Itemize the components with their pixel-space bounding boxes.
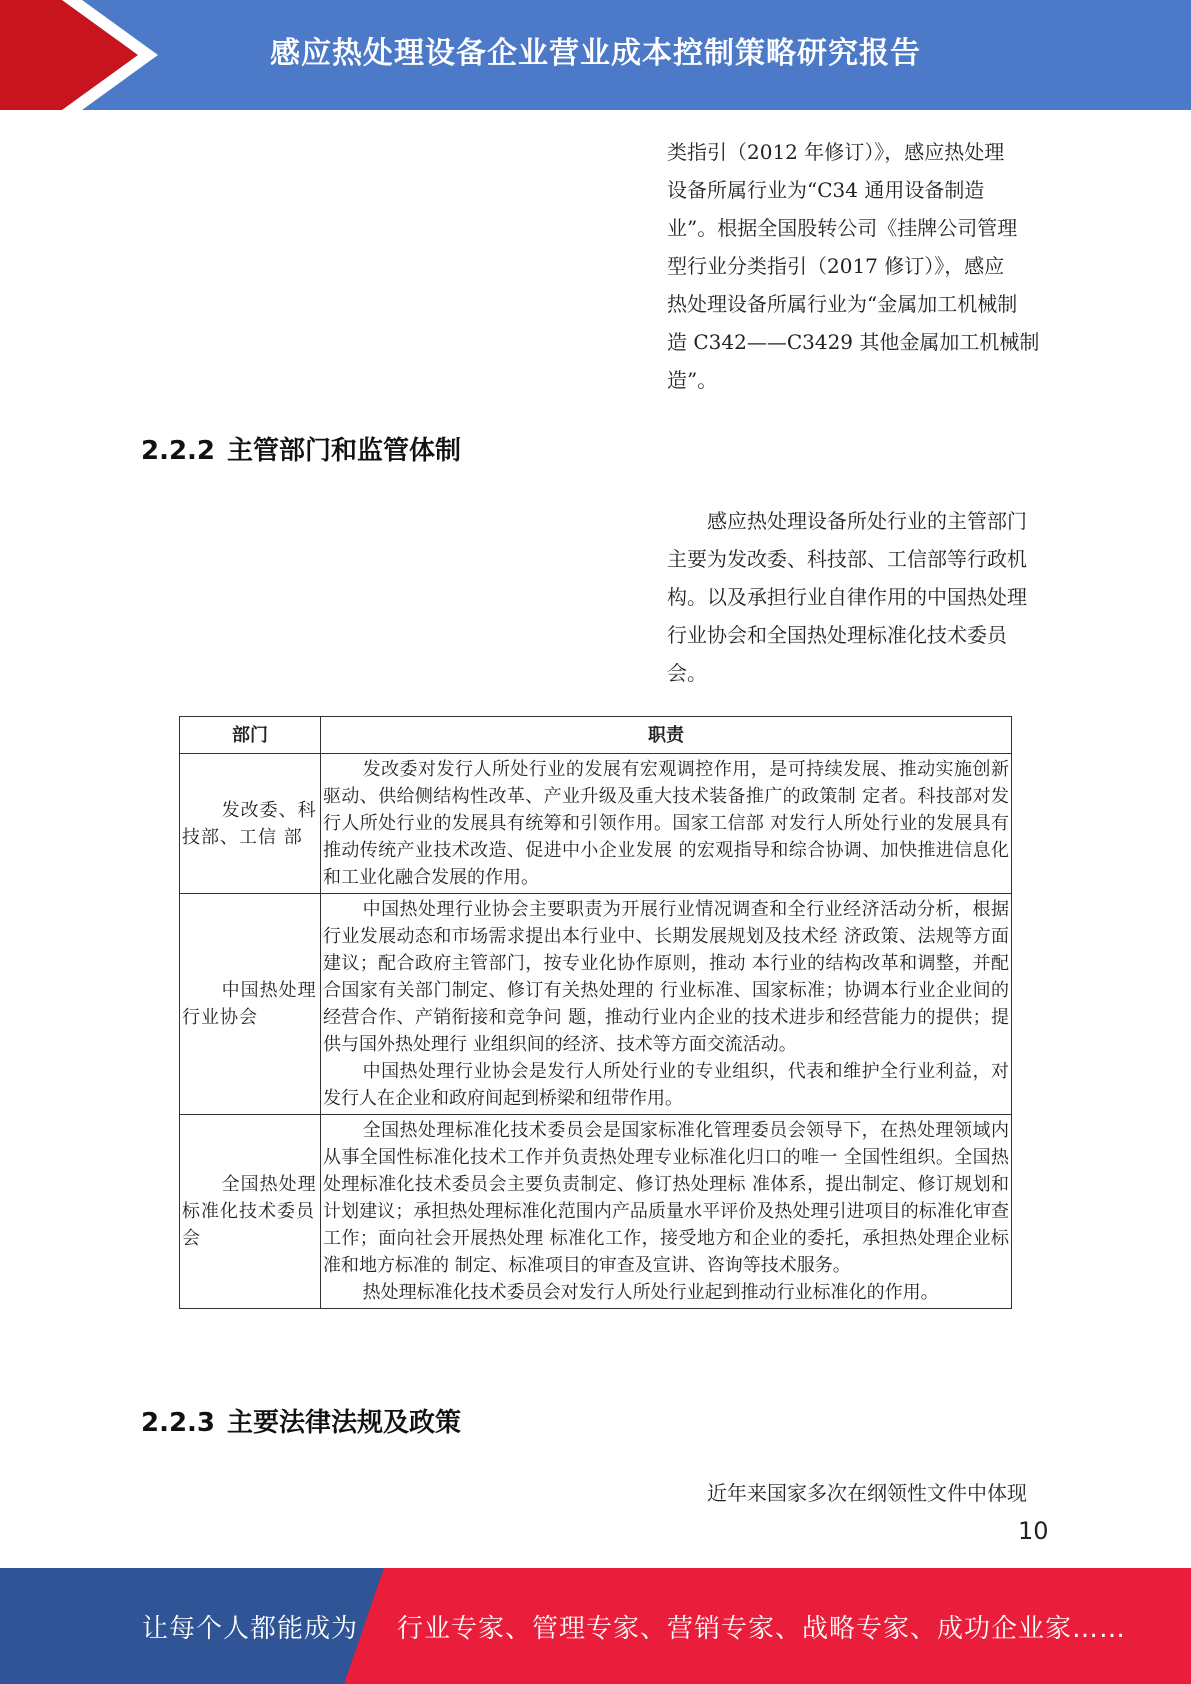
- table-header-row: [180, 717, 1012, 754]
- duty-cell: [321, 754, 1012, 894]
- section-title: 主管部门和监管体制: [227, 436, 462, 466]
- department-duties-table: [179, 716, 1012, 1309]
- regulator-line: 行业协会和全国热处理标准化技术委员: [667, 623, 1007, 647]
- table-row: [180, 894, 1012, 1115]
- regulator-line: 感应热处理设备所处行业的主管部门: [707, 509, 1027, 533]
- regulator-paragraph: [667, 502, 1047, 692]
- department-cell: [180, 1115, 321, 1309]
- intro-line: 类指引（2012 年修订）》，感应热处理: [667, 140, 1005, 164]
- page-number: 10: [1018, 1517, 1049, 1545]
- section-title: 主要法律法规及政策: [227, 1408, 462, 1438]
- column-header-duties: 职责: [321, 717, 1012, 754]
- department-name: 发改委、科技部、工信 部: [182, 799, 317, 848]
- regulator-line: 会。: [667, 661, 707, 685]
- duty-paragraph: 热处理标准化技术委员会对发行人所处行业起到推动行业标准化的作用。: [362, 1282, 939, 1303]
- regulator-line: 主要为发改委、科技部、工信部等行政机: [667, 547, 1027, 571]
- policy-line: 近年来国家多次在纲领性文件中体现: [707, 1481, 1027, 1505]
- section-heading-2-2-3: [141, 1402, 461, 1439]
- footer-slogan-left: 让每个人都能成为: [142, 1614, 359, 1644]
- policy-paragraph: [667, 1474, 1047, 1512]
- section-number: 2.2.2: [141, 436, 216, 466]
- intro-line: 造 C342——C3429 其他金属加工机械制: [667, 330, 1040, 354]
- intro-line: 业”。根据全国股转公司《挂牌公司管理: [667, 216, 1018, 240]
- department-name: 全国热处理 标准化技术委员会: [182, 1174, 317, 1249]
- intro-line: 设备所属行业为“C34 通用设备制造: [667, 178, 985, 202]
- footer-slogan-right: 行业专家、管理专家、营销专家、战略专家、成功企业家……: [397, 1614, 1127, 1644]
- table-row: [180, 754, 1012, 894]
- regulator-line: 构。以及承担行业自律作用的中国热处理: [667, 585, 1027, 609]
- department-name: 中国热处理 行业协会: [182, 980, 317, 1028]
- intro-paragraph: [667, 133, 1047, 399]
- intro-line: 型行业分类指引（2017 修订）》，感应: [667, 254, 1005, 278]
- page-header: [0, 0, 1191, 110]
- duty-paragraph: 全国热处理标准化技术委员会是国家标准化管理委员会领导下，在热处理领域内从事全国性标准化技术工作并负责热处理专业标准化归口的唯一 全国性组织。全国热处理标准化技术委员会主要负责制定、修订热处理标 准体系，提出制定、修订规划和计划建议；承担热处理标准化范围内产品质量水平评价及热处理引进项目的标准化审查工作；面向社会开展热处理 标准化工作，接受地方和企业的委托，承担热处理企业标准和地方标准的 制定、标准项目的审查及宣讲、咨询等技术服务。: [323, 1120, 1009, 1276]
- department-cell: [180, 894, 321, 1115]
- report-title: 感应热处理设备企业营业成本控制策略研究报告: [270, 36, 921, 71]
- section-heading-2-2-2: [141, 430, 461, 467]
- table-row: [180, 1115, 1012, 1309]
- page-footer: [0, 1568, 1191, 1684]
- intro-line: 造”。: [667, 368, 718, 392]
- duty-paragraph: 中国热处理行业协会主要职责为开展行业情况调查和全行业经济活动分析，根据行业发展动态和市场需求提出本行业中、长期发展规划及技术经 济政策、法规等方面建议；配合政府主管部门，按专业化协作原则，推动 本行业的结构改革和调整，并配合国家有关部门制定、修订有关热处理的 行业标准、国家标准；协调本行业企业间的经营合作、产销衔接和竞争问 题，推动行业内企业的技术进步和经营能力的提供；提供与国外热处理行 业组织间的经济、技术等方面交流活动。: [323, 899, 1009, 1055]
- duty-cell: [321, 894, 1012, 1115]
- section-number: 2.2.3: [141, 1408, 216, 1438]
- intro-line: 热处理设备所属行业为“金属加工机械制: [667, 292, 1018, 316]
- department-cell: [180, 754, 321, 894]
- duty-cell: [321, 1115, 1012, 1309]
- column-header-department: 部门: [180, 717, 321, 754]
- duty-paragraph: 中国热处理行业协会是发行人所处行业的专业组织，代表和维护全行业利益，对发行人在企业和政府间起到桥梁和纽带作用。: [323, 1061, 1009, 1109]
- duty-paragraph: 发改委对发行人所处行业的发展有宏观调控作用，是可持续发展、推动实施创新驱动、供给侧结构性改革、产业升级及重大技术装备推广的政策制 定者。科技部对发行人所处行业的发展具有统筹和引领作用。国家工信部 对发行人所处行业的发展具有推动传统产业技术改造、促进中小企业发展 的宏观指导和综合协调、加快推进信息化和工业化融合发展的作用。: [323, 759, 1009, 888]
